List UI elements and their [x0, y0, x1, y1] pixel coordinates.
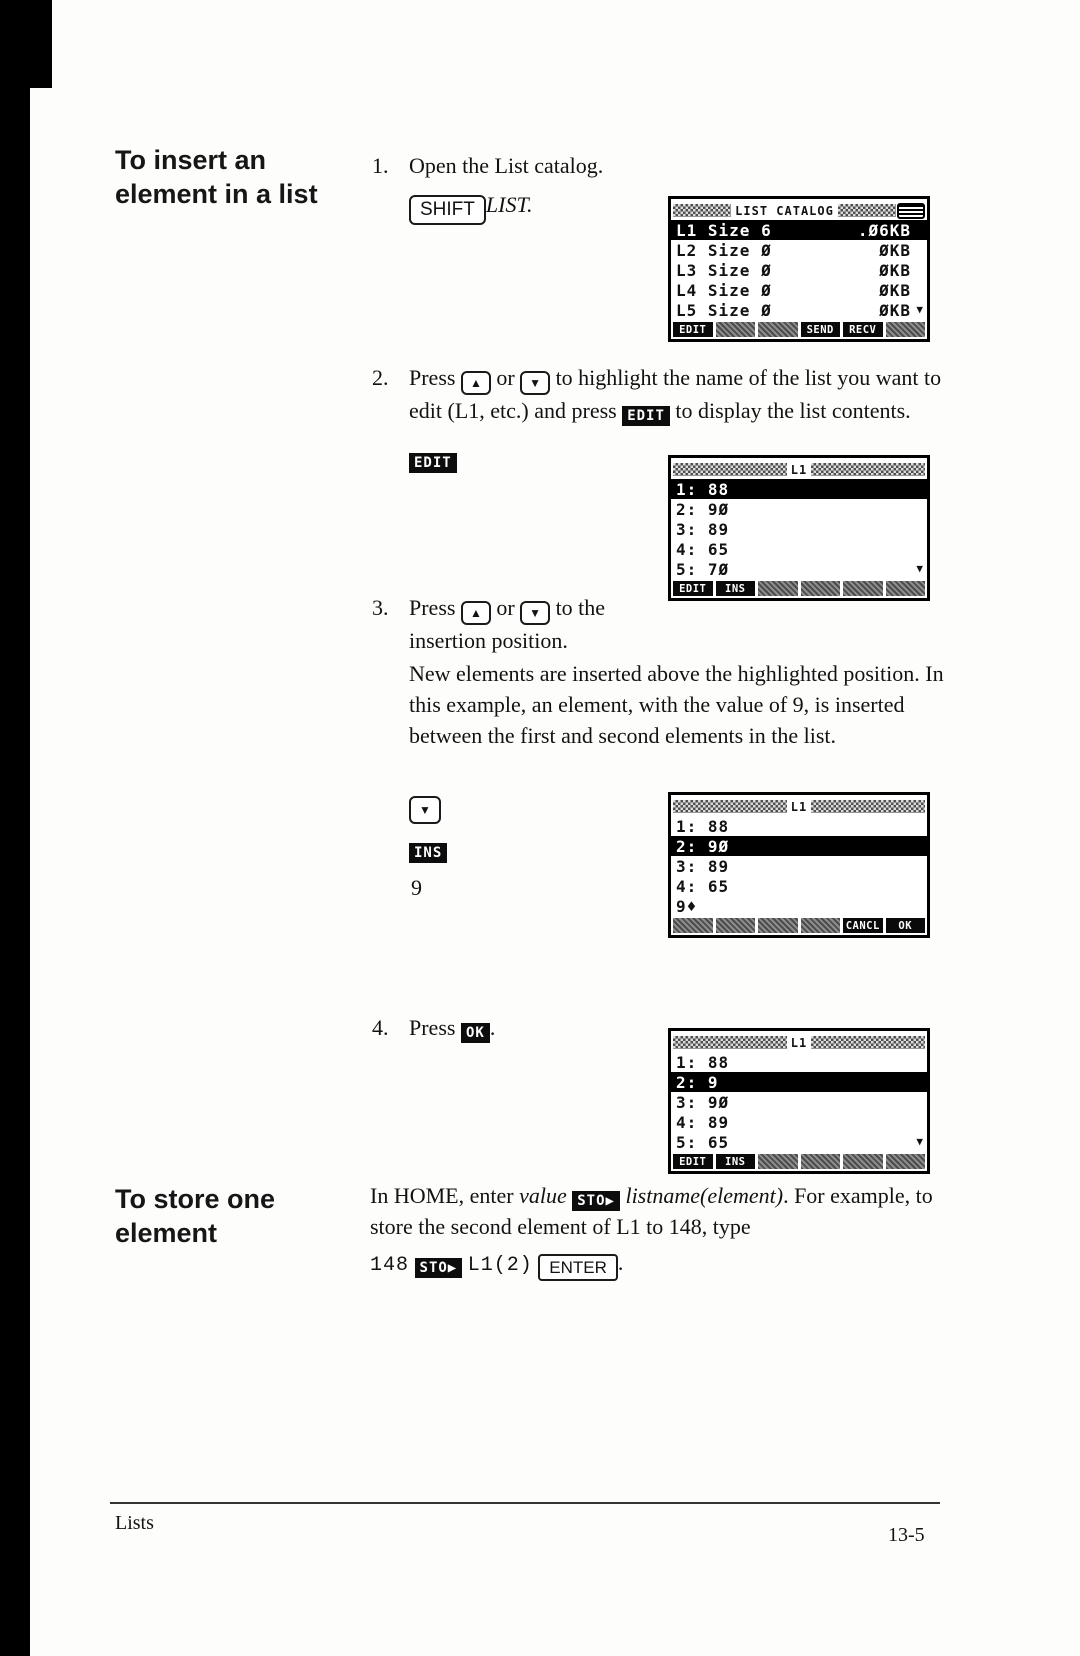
- softkey-menu: [671, 320, 927, 339]
- row-text: 1: 88: [676, 479, 730, 499]
- step-number: 3.: [372, 595, 389, 620]
- text: to display the list contents.: [675, 398, 911, 423]
- softkey-ok: OK: [886, 918, 926, 933]
- screen-row: [671, 1132, 927, 1152]
- text: or: [496, 365, 515, 390]
- text: Press: [409, 595, 456, 620]
- screen-row: [671, 836, 927, 856]
- screen-row: [671, 816, 927, 836]
- list-key-label: LIST.: [485, 192, 533, 217]
- text-italic: listname(element): [625, 1183, 784, 1208]
- softkey-blank: [716, 322, 756, 337]
- softkey-blank: [843, 1154, 883, 1169]
- header-checker-pattern: [811, 463, 925, 476]
- softkey-blank: [886, 322, 926, 337]
- store-keystroke-line: [370, 1247, 955, 1281]
- row-text: 2: 9Ø: [676, 499, 730, 519]
- step-number: 1.: [372, 153, 389, 178]
- step-1-keystroke: [409, 189, 533, 225]
- screen-row: [671, 499, 927, 519]
- softkey-blank: [758, 918, 798, 933]
- screen-row: [671, 1052, 927, 1072]
- down-arrow-key-icon: ▼: [520, 601, 550, 625]
- softkey-blank: [801, 918, 841, 933]
- step-1: [372, 150, 952, 181]
- screen-header: [671, 199, 927, 220]
- step-3-softkey: [409, 842, 447, 863]
- store-paragraph: [370, 1180, 955, 1281]
- annunciator-icon: [897, 203, 925, 219]
- row-text: L5 Size Ø: [676, 300, 772, 320]
- softkey-blank: [758, 581, 798, 596]
- text: to highlight the name of the list you want to edit (L1, etc.) and press: [409, 365, 942, 423]
- footer-rule: [110, 1502, 940, 1504]
- screen-title: LIST CATALOG: [735, 203, 834, 218]
- shift-key: SHIFT: [409, 195, 486, 225]
- code-text: L1(2): [467, 1254, 533, 1277]
- ok-softkey-badge: OK: [461, 1023, 490, 1043]
- edit-softkey-badge: EDIT: [409, 453, 457, 473]
- scroll-down-icon: ▼: [916, 1135, 924, 1148]
- softkey-edit: EDIT: [673, 322, 713, 337]
- screen-row: [671, 260, 927, 280]
- row-text: L2 Size Ø: [676, 240, 772, 260]
- softkey-recv: RECV: [843, 322, 883, 337]
- softkey-blank: [758, 1154, 798, 1169]
- step-number: 2.: [372, 365, 389, 390]
- row-text: 3: 9Ø: [676, 1092, 730, 1112]
- softkey-menu: [671, 579, 927, 598]
- row-text: 5: 7Ø: [676, 559, 730, 579]
- scan-corner: [0, 0, 52, 88]
- step-3-paragraph: New elements are inserted above the highlighted position. In this example, an element, with the value of 9, is inserted between the first and second elements in the list.: [409, 661, 944, 748]
- scroll-down-icon: ▼: [916, 303, 924, 316]
- screen-row: [671, 220, 927, 240]
- calc-screen-list-catalog: [668, 196, 930, 342]
- row-text: 9♦: [676, 896, 698, 916]
- header-checker-pattern: [673, 800, 787, 813]
- screen-row: [671, 856, 927, 876]
- screen-row: [671, 1072, 927, 1092]
- step-number: 4.: [372, 1015, 389, 1040]
- row-text: 1: 88: [676, 1052, 730, 1072]
- sto-softkey-badge: STO▶: [572, 1191, 620, 1211]
- section-heading-store: [115, 1182, 385, 1250]
- heading-line: To store one: [115, 1184, 276, 1214]
- screen-header: [671, 1031, 927, 1052]
- text: .: [617, 1250, 624, 1275]
- edit-softkey-badge: EDIT: [622, 406, 670, 426]
- sto-softkey-badge: STO▶: [415, 1258, 463, 1278]
- text: .: [489, 1015, 496, 1040]
- row-value: .Ø6KB: [857, 220, 911, 240]
- screen-title: L1: [790, 462, 808, 477]
- screen-title: L1: [790, 1035, 808, 1050]
- screen-header: [671, 458, 927, 479]
- row-text: 4: 65: [676, 539, 730, 559]
- row-text: 5: 65: [676, 1132, 730, 1152]
- softkey-ins: INS: [716, 1154, 756, 1169]
- heading-line: element: [115, 1218, 218, 1248]
- down-arrow-key-icon: ▼: [409, 796, 441, 824]
- code-text: 148: [370, 1254, 410, 1277]
- row-text: 4: 89: [676, 1112, 730, 1132]
- header-checker-pattern: [673, 204, 731, 217]
- screen-row: [671, 519, 927, 539]
- row-text: L3 Size Ø: [676, 260, 772, 280]
- row-text: 2: 9Ø: [676, 836, 730, 856]
- step-2: [372, 362, 972, 426]
- row-text: 2: 9: [676, 1072, 719, 1092]
- screen-row: [671, 1092, 927, 1112]
- softkey-blank: [716, 918, 756, 933]
- row-text: 4: 65: [676, 876, 730, 896]
- heading-line: To insert an: [115, 145, 267, 175]
- section-heading-insert: [115, 143, 385, 211]
- row-text: L4 Size Ø: [676, 280, 772, 300]
- softkey-blank: [801, 581, 841, 596]
- footer-chapter-label: Lists: [115, 1512, 154, 1534]
- softkey-cancl: CANCL: [843, 918, 883, 933]
- row-text: 1: 88: [676, 816, 730, 836]
- softkey-send: SEND: [801, 322, 841, 337]
- text-italic: value: [519, 1183, 567, 1208]
- softkey-edit: EDIT: [673, 581, 713, 596]
- row-text: L1 Size 6: [676, 220, 772, 240]
- step-text: [409, 362, 972, 426]
- screen-title: L1: [790, 799, 808, 814]
- row-value: ØKB: [879, 280, 911, 300]
- screen-header: [671, 795, 927, 816]
- screen-row: [671, 280, 927, 300]
- screen-row: [671, 876, 927, 896]
- header-checker-pattern: [811, 800, 925, 813]
- up-arrow-key-icon: ▲: [461, 371, 491, 395]
- screen-row: [671, 539, 927, 559]
- screen-row: [671, 240, 927, 260]
- footer-page-number: 13-5: [888, 1524, 925, 1546]
- row-value: ØKB: [879, 260, 911, 280]
- row-value: ØKB: [879, 240, 911, 260]
- text: In HOME, enter: [370, 1183, 514, 1208]
- text: to the insertion position.: [409, 595, 606, 653]
- header-checker-pattern: [838, 204, 896, 217]
- softkey-menu: [671, 1152, 927, 1171]
- softkey-blank: [886, 1154, 926, 1169]
- down-arrow-key-icon: ▼: [520, 371, 550, 395]
- screen-row: [671, 479, 927, 499]
- ins-softkey-badge: INS: [409, 843, 447, 863]
- calc-screen-l1-result: [668, 1028, 930, 1174]
- scan-left-edge: [0, 0, 30, 1656]
- softkey-blank: [673, 918, 713, 933]
- step-2-softkey: [409, 452, 457, 473]
- scroll-down-icon: ▼: [916, 562, 924, 575]
- text: Press: [409, 1015, 456, 1040]
- row-text: 3: 89: [676, 519, 730, 539]
- softkey-blank: [843, 581, 883, 596]
- row-value: ØKB: [879, 300, 911, 320]
- text: . For example, to store the second element of L1 to 148, type: [370, 1183, 933, 1239]
- header-checker-pattern: [673, 1036, 787, 1049]
- step-text: [409, 592, 672, 656]
- softkey-edit: EDIT: [673, 1154, 713, 1169]
- heading-line: element in a list: [115, 179, 318, 209]
- softkey-blank: [758, 322, 798, 337]
- softkey-menu: [671, 916, 927, 935]
- entered-value: 9: [411, 875, 422, 900]
- header-checker-pattern: [811, 1036, 925, 1049]
- softkey-blank: [886, 581, 926, 596]
- step-text: Open the List catalog.: [409, 153, 604, 178]
- step-3: [372, 592, 672, 656]
- calc-screen-l1-insert: [668, 792, 930, 938]
- header-checker-pattern: [673, 463, 787, 476]
- enter-key: ENTER: [538, 1254, 618, 1281]
- screen-row: [671, 559, 927, 579]
- up-arrow-key-icon: ▲: [461, 601, 491, 625]
- softkey-blank: [801, 1154, 841, 1169]
- screen-row: [671, 896, 927, 916]
- screen-row: [671, 300, 927, 320]
- calc-screen-l1-list: [668, 455, 930, 601]
- text: Press: [409, 365, 456, 390]
- softkey-ins: INS: [716, 581, 756, 596]
- step-3-key: [409, 796, 441, 824]
- text: or: [496, 595, 515, 620]
- screen-row: [671, 1112, 927, 1132]
- row-text: 3: 89: [676, 856, 730, 876]
